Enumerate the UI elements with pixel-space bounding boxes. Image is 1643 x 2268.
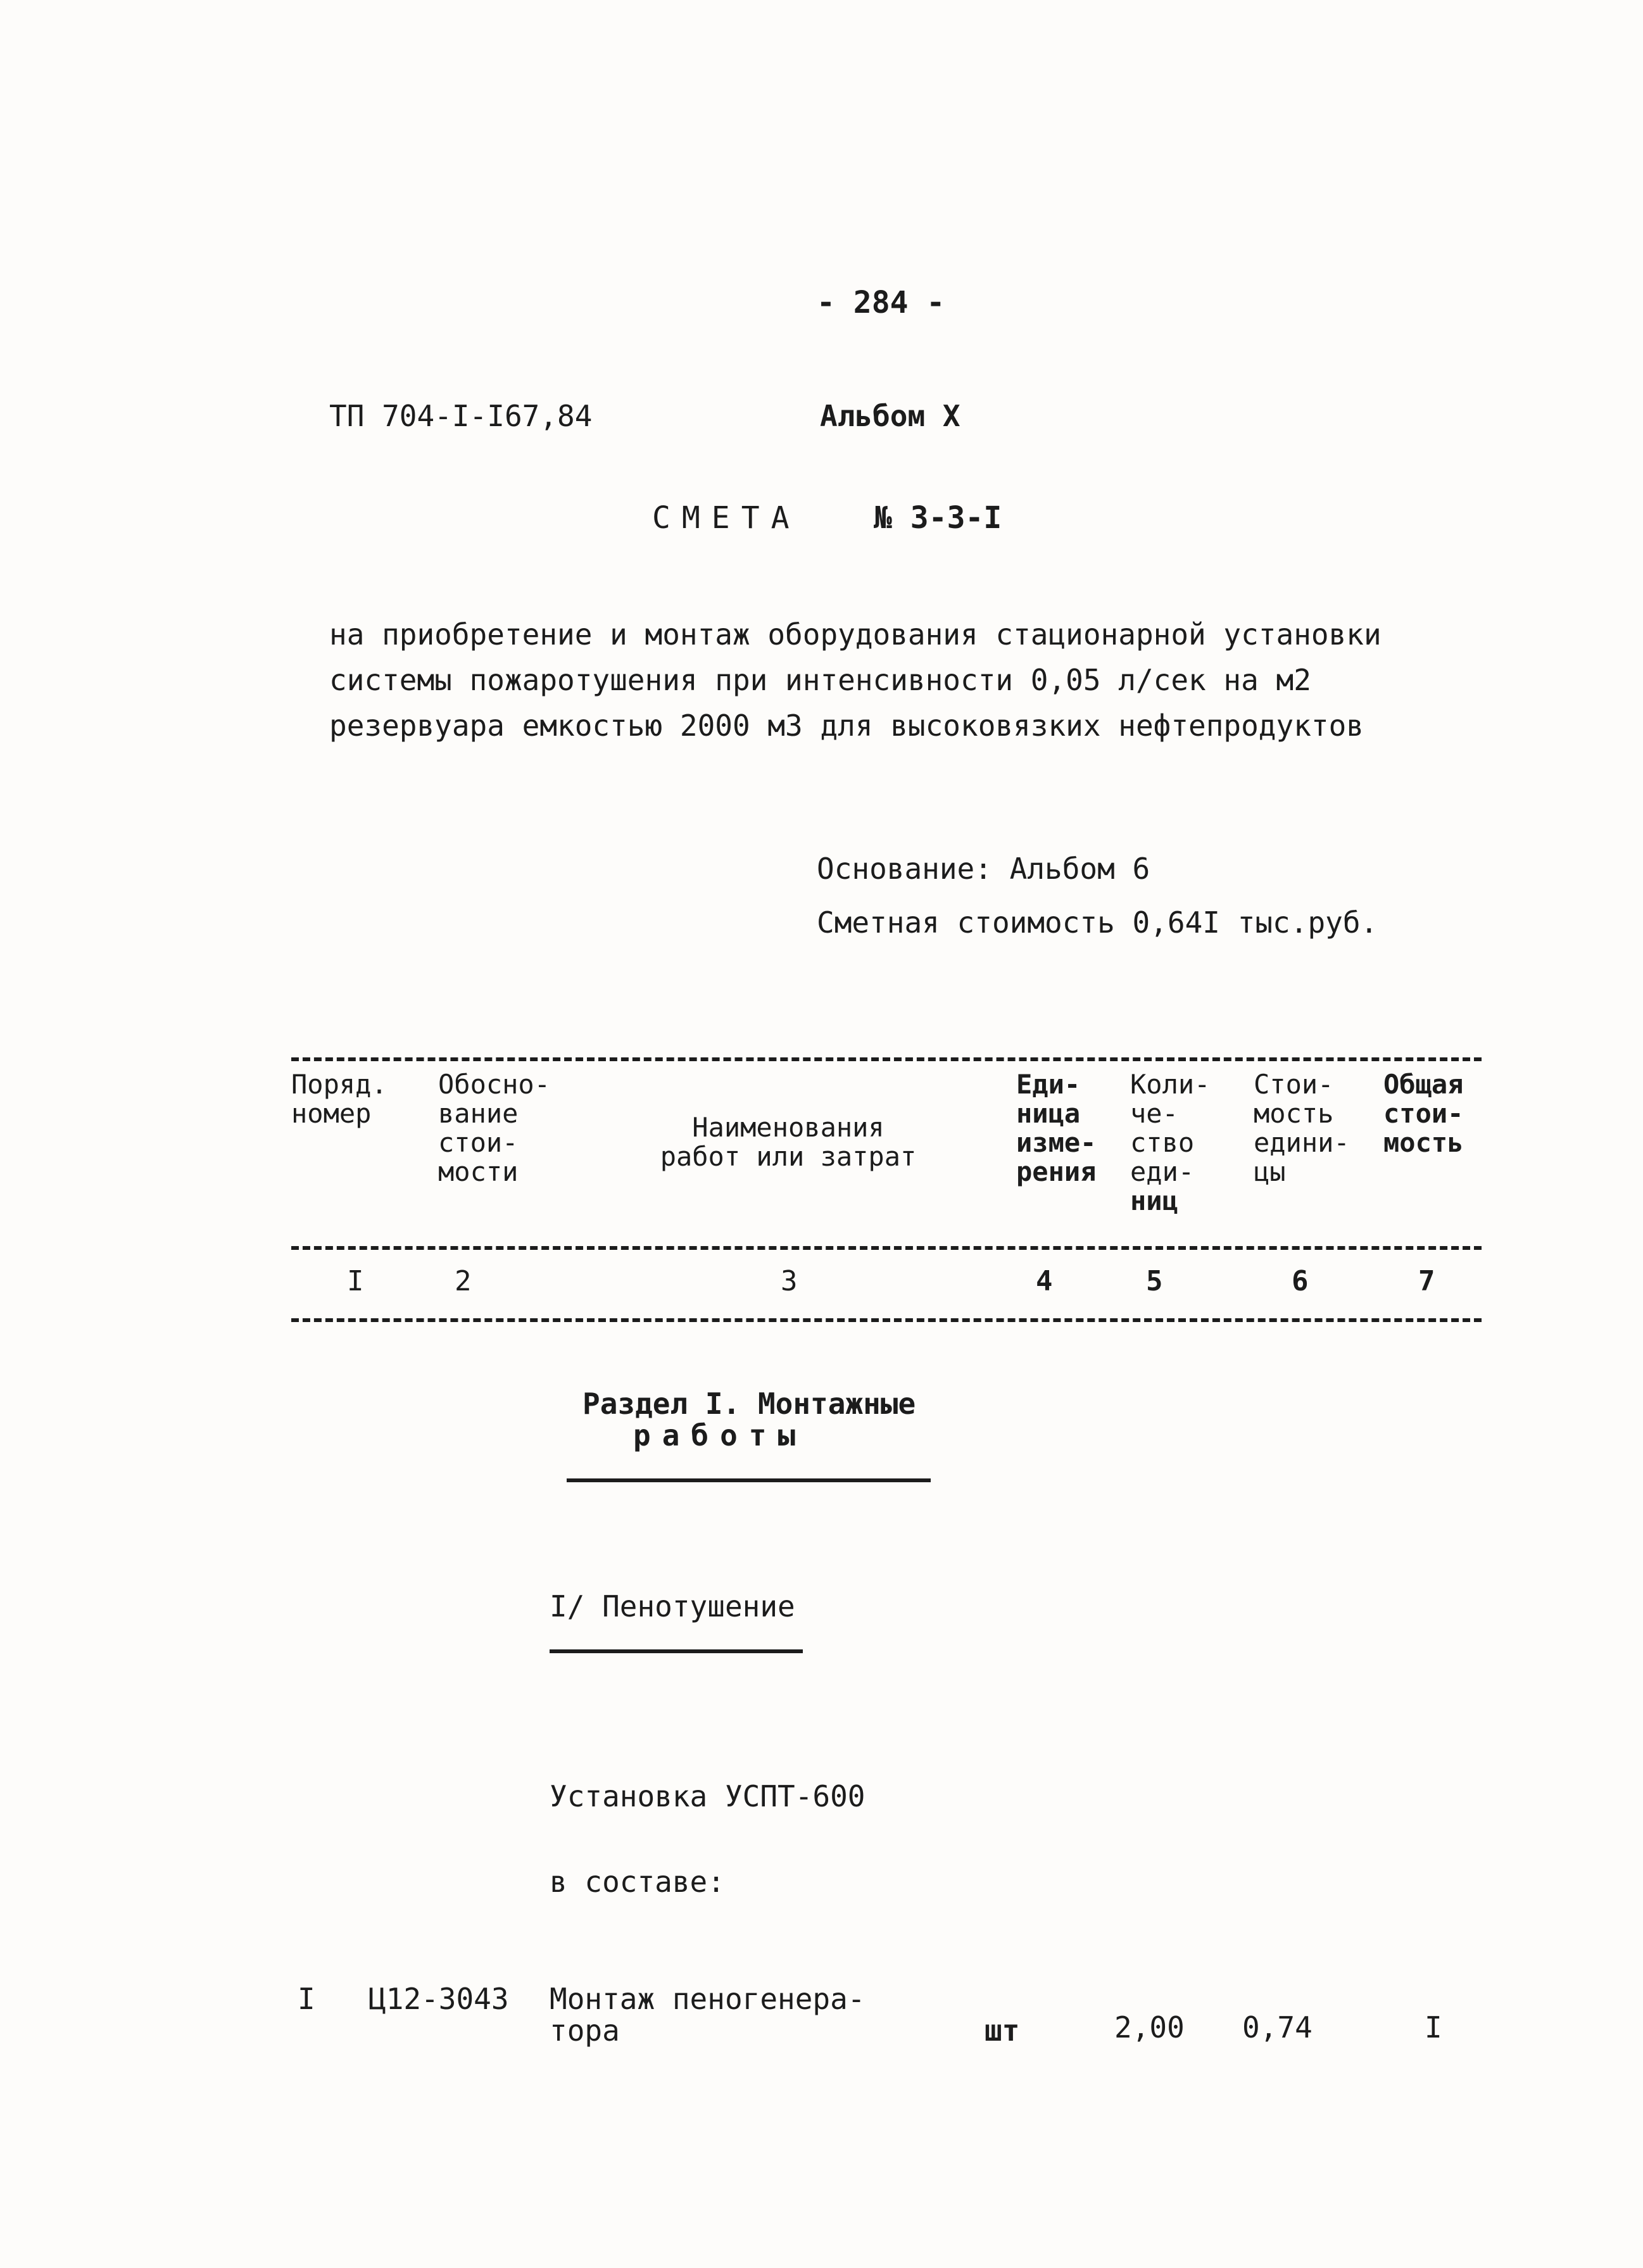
row-1-name-line-2: тора: [550, 2013, 620, 2048]
header-col-4: [1016, 1070, 1096, 1187]
header-col-7-line-1: Общая: [1383, 1069, 1464, 1100]
document-code: ТП 704-I-I67,84: [329, 399, 593, 433]
row-1-unit-cost: 0,74: [1242, 2010, 1313, 2044]
header-col-2-line-2: вание: [438, 1098, 519, 1129]
header-col-6-line-4: цы: [1254, 1156, 1286, 1187]
estimate-title-word: СМЕТА: [652, 500, 801, 536]
table-numbers-rule: [291, 1318, 1482, 1322]
header-col-7-line-2: стои-: [1383, 1098, 1464, 1129]
estimate-title-number: № 3-3-I: [874, 500, 1002, 536]
description-line-1: на приобретение и монтаж оборудования стационарной установки: [329, 617, 1382, 652]
row-1-number: I: [298, 1982, 315, 2016]
header-col-1: [291, 1070, 387, 1128]
header-col-5-line-4: еди-: [1130, 1156, 1195, 1187]
row-1-name-line-1: Монтаж пеногенера-: [550, 1982, 866, 2016]
header-col-2-line-3: стои-: [438, 1127, 519, 1158]
album-label: Альбом X: [820, 399, 960, 433]
row-1-total: I: [1425, 2010, 1442, 2044]
header-col-4-line-1: Еди-: [1016, 1069, 1081, 1100]
subsection-underline: [550, 1649, 803, 1653]
header-col-6: [1254, 1070, 1350, 1187]
column-number-7: 7: [1418, 1265, 1435, 1297]
header-col-6-line-3: едини-: [1254, 1127, 1350, 1158]
column-number-4: 4: [1036, 1265, 1053, 1297]
column-number-5: 5: [1146, 1265, 1163, 1297]
section-underline: [567, 1478, 931, 1482]
section-heading-line-1: Раздел I. Монтажные: [582, 1387, 916, 1421]
header-col-5-line-5: ниц: [1130, 1185, 1178, 1216]
header-col-1-line-1: Поряд.: [291, 1069, 387, 1100]
table-header-rule: [291, 1246, 1482, 1250]
row-1-unit: шт: [985, 2013, 1020, 2048]
header-col-4-line-3: изме-: [1016, 1127, 1097, 1158]
section-heading-line-2: работы: [633, 1418, 807, 1452]
row-1-basis: Ц12-3043: [368, 1982, 509, 2016]
header-col-6-line-2: мость: [1254, 1098, 1334, 1129]
header-col-2-line-4: мости: [438, 1156, 519, 1187]
description-line-2: системы пожаротушения при интенсивности 0,05 л/сек на м2: [329, 663, 1311, 697]
description-line-3: резервуара емкостью 2000 м3 для высоковязких нефтепродуктов: [329, 709, 1364, 743]
header-col-4-line-4: рения: [1016, 1156, 1097, 1187]
header-col-7: [1383, 1070, 1463, 1157]
table-top-rule: [291, 1057, 1482, 1061]
column-number-6: 6: [1292, 1265, 1309, 1297]
column-number-1: I: [347, 1265, 364, 1297]
header-col-5: [1130, 1070, 1210, 1216]
header-col-5-line-3: ство: [1130, 1127, 1195, 1158]
header-col-3: [633, 1113, 943, 1171]
basis-line: Основание: Альбом 6: [817, 852, 1150, 886]
header-col-3-line-2: работ или затрат: [660, 1141, 917, 1172]
installation-name: Установка УСПТ-600: [550, 1779, 866, 1813]
header-col-3-line-1: Наименования: [692, 1112, 884, 1143]
header-col-1-line-2: номер: [291, 1098, 372, 1129]
composition-label: в составе:: [550, 1865, 725, 1899]
header-col-5-line-1: Коли-: [1130, 1069, 1211, 1100]
estimate-cost-line: Сметная стоимость 0,64I тыс.руб.: [817, 905, 1378, 940]
header-col-2: [438, 1070, 550, 1187]
header-col-7-line-3: мость: [1383, 1127, 1464, 1158]
column-number-2: 2: [455, 1265, 472, 1297]
header-col-4-line-2: ница: [1016, 1098, 1081, 1129]
subsection-heading: I/ Пенотушение: [550, 1589, 795, 1623]
header-col-6-line-1: Стои-: [1254, 1069, 1334, 1100]
column-number-3: 3: [781, 1265, 798, 1297]
header-col-2-line-1: Обосно-: [438, 1069, 551, 1100]
row-1-quantity: 2,00: [1114, 2010, 1185, 2044]
page-number: - 284 -: [817, 285, 945, 320]
header-col-5-line-2: че-: [1130, 1098, 1178, 1129]
